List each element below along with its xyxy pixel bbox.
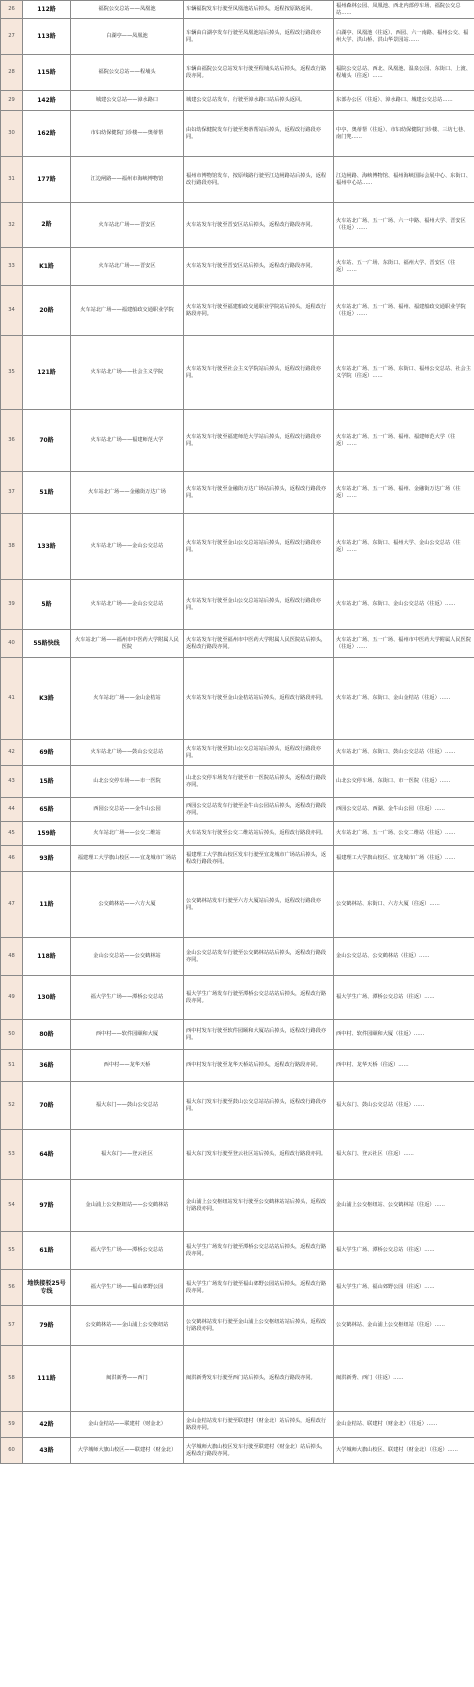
- route-name: 93路: [23, 846, 71, 872]
- route-stops: 火车站北广场、五一广场、福州、福建船政交通职业学院（往返）……: [334, 286, 474, 336]
- route-stops: 火车站北广场、五一广场、福州市中医药大学附属人民医院（往返）……: [334, 630, 474, 658]
- row-number: 26: [1, 1, 23, 19]
- route-stops: 福州森林公园、凤凰池、西北内部停车场、福院公交总站……: [334, 1, 474, 19]
- route-description: 福大东门发车行驶至登云社区站后掉头，返程改行路段亦同。: [184, 1130, 334, 1180]
- route-endpoints: 大学城师大旗山校区——联建村（财金北）: [71, 1438, 184, 1464]
- route-endpoints: 山北公交停车场——市一医院: [71, 766, 184, 798]
- route-endpoints: 西园公交总站——金牛山公园: [71, 798, 184, 822]
- route-stops: 福大学生广场、福山郊野公园（往返）……: [334, 1270, 474, 1306]
- route-name: 133路: [23, 514, 71, 580]
- table-row: [1, 846, 474, 872]
- route-name: 142路: [23, 91, 71, 111]
- route-description: 闽洪新秀发车行驶至西门站后掉头，返程改行路段亦同。: [184, 1346, 334, 1412]
- route-name: 42路: [23, 1412, 71, 1438]
- table-row: [1, 1180, 474, 1232]
- row-number: 57: [1, 1306, 23, 1346]
- route-description: 车辆由福院公交总站发车行驶至程埔头站后掉头，返程改行路段亦同。: [184, 55, 334, 91]
- route-endpoints: 火车站北广场——公交二维站: [71, 822, 184, 846]
- table-row: [1, 1412, 474, 1438]
- route-stops: 山北公交停车场、东街口、市一医院（往返）……: [334, 766, 474, 798]
- route-endpoints: 西中村——龙华天桥: [71, 1050, 184, 1082]
- table-row: [1, 203, 474, 248]
- table-row: [1, 111, 474, 157]
- table-row: [1, 286, 474, 336]
- row-number: 50: [1, 1020, 23, 1050]
- route-name: K1路: [23, 248, 71, 286]
- route-description: 火车站发车行驶至鼓山公交总站站后掉头，返程改行路段亦同。: [184, 740, 334, 766]
- route-name: 61路: [23, 1232, 71, 1270]
- route-stops: 中亭、奥蒂帮（往返）、市妇幼保健院门诊楼、三坊七巷、南门兜……: [334, 111, 474, 157]
- route-description: 金山浦上公交枢纽站发车行驶至公交鹤林站站后掉头，返程改行路段亦同。: [184, 1180, 334, 1232]
- route-stops: 江边闸路、海峡博物馆、福州海峡国际会展中心、东街口、福州中心站……: [334, 157, 474, 203]
- row-number: 27: [1, 19, 23, 55]
- table-row: [1, 472, 474, 514]
- table-row: [1, 514, 474, 580]
- row-number: 39: [1, 580, 23, 630]
- route-name: 112路: [23, 1, 71, 19]
- route-stops: 西中村、软件园颐和大厦（往返）……: [334, 1020, 474, 1050]
- route-endpoints: 福大东门——鼓山公交总站: [71, 1082, 184, 1130]
- table-row: [1, 938, 474, 976]
- row-number: 47: [1, 872, 23, 938]
- route-endpoints: 金山金桔站——联建村（财金北）: [71, 1412, 184, 1438]
- route-description: 火车站发车行驶至晋安区站后掉头，返程改行路段亦同。: [184, 248, 334, 286]
- route-name: 20路: [23, 286, 71, 336]
- route-stops: 东部办公区（往返）、漳水路口、城建公交总站……: [334, 91, 474, 111]
- route-endpoints: 火车站北广场——鼓山公交总站: [71, 740, 184, 766]
- row-number: 56: [1, 1270, 23, 1306]
- table-row: [1, 1050, 474, 1082]
- row-number: 38: [1, 514, 23, 580]
- row-number: 30: [1, 111, 23, 157]
- table-row: [1, 580, 474, 630]
- table-row: [1, 798, 474, 822]
- route-description: 公交鹤林站发车行驶至金山浦上公交枢纽站站后掉头，返程改行路段亦同。: [184, 1306, 334, 1346]
- route-stops: 福大学生广场、潭桥公交总站（往返）……: [334, 976, 474, 1020]
- row-number: 36: [1, 410, 23, 472]
- row-number: 32: [1, 203, 23, 248]
- route-name: 113路: [23, 19, 71, 55]
- route-description: 福建理工大学旗山校区发车行驶至宜龙城市广场站后掉头，返程改行路段亦同。: [184, 846, 334, 872]
- route-name: 55路快线: [23, 630, 71, 658]
- row-number: 51: [1, 1050, 23, 1082]
- route-endpoints: 福院公交总站——凤凰池: [71, 1, 184, 19]
- table-row: [1, 1020, 474, 1050]
- route-name: 162路: [23, 111, 71, 157]
- route-endpoints: 西中村——软件园颐和大厦: [71, 1020, 184, 1050]
- route-name: 115路: [23, 55, 71, 91]
- table-row: [1, 157, 474, 203]
- route-endpoints: 火车站北广场——社会主义学院: [71, 336, 184, 410]
- route-name: 118路: [23, 938, 71, 976]
- route-endpoints: 金山浦上公交枢纽站——公交鹤林站: [71, 1180, 184, 1232]
- row-number: 31: [1, 157, 23, 203]
- route-name: 80路: [23, 1020, 71, 1050]
- route-endpoints: 福建理工大学旗山校区——宜龙城市广场站: [71, 846, 184, 872]
- route-stops: 福大学生广场、潭桥公交总站（往返）……: [334, 1232, 474, 1270]
- table-row: [1, 55, 474, 91]
- route-name: 65路: [23, 798, 71, 822]
- route-description: 火车站发车行驶至金山公交总站站后掉头，返程改行路段亦同。: [184, 514, 334, 580]
- row-number: 60: [1, 1438, 23, 1464]
- route-endpoints: 金山公交总站——公交鹤林站: [71, 938, 184, 976]
- table-row: [1, 1, 474, 19]
- table-row: [1, 740, 474, 766]
- route-stops: 火车站北广场、五一广场、公交二维站（往返）……: [334, 822, 474, 846]
- route-name: 130路: [23, 976, 71, 1020]
- route-description: 福大东门发车行驶至鼓山公交总站站后掉头，返程改行路段亦同。: [184, 1082, 334, 1130]
- row-number: 53: [1, 1130, 23, 1180]
- route-description: 车辆福院发车行驶至凤凰池站后掉头，返程按原路返回。: [184, 1, 334, 19]
- route-description: 福大学生广场发车行驶至潭桥公交总站站后掉头，返程改行路段亦同。: [184, 976, 334, 1020]
- row-number: 33: [1, 248, 23, 286]
- route-endpoints: 火车站北广场——福建船政交通职业学院: [71, 286, 184, 336]
- route-endpoints: 火车站北广场——晋安区: [71, 203, 184, 248]
- route-stops: 闽洪新秀、西门（往返）……: [334, 1346, 474, 1412]
- row-number: 34: [1, 286, 23, 336]
- table-row: [1, 248, 474, 286]
- route-name: 11路: [23, 872, 71, 938]
- row-number: 40: [1, 630, 23, 658]
- route-name: 111路: [23, 1346, 71, 1412]
- table-row: [1, 872, 474, 938]
- route-stops: 福建理工大学旗山校区、宜龙城市广场（往返）……: [334, 846, 474, 872]
- route-name: 79路: [23, 1306, 71, 1346]
- route-endpoints: 福院公交总站——程埔头: [71, 55, 184, 91]
- route-name: 43路: [23, 1438, 71, 1464]
- route-endpoints: 公交鹤林站——金山浦上公交枢纽站: [71, 1306, 184, 1346]
- row-number: 29: [1, 91, 23, 111]
- route-stops: 西中村、龙华天桥（往返）……: [334, 1050, 474, 1082]
- row-number: 41: [1, 658, 23, 740]
- table-row: [1, 91, 474, 111]
- route-stops: 火车站北广场、五一广场、福州、金融街万达广场（往返）……: [334, 472, 474, 514]
- route-stops: 金山浦上公交枢纽站、公交鹤林站（往返）……: [334, 1180, 474, 1232]
- route-name: 177路: [23, 157, 71, 203]
- route-stops: 火车站北广场、五一广场、六一中路、福州大学、晋安区（往返）……: [334, 203, 474, 248]
- row-number: 37: [1, 472, 23, 514]
- route-endpoints: 火车站北广场——福州市中医药大学附属人民医院: [71, 630, 184, 658]
- route-endpoints: 江边闸路——福州市海峡博物馆: [71, 157, 184, 203]
- row-number: 35: [1, 336, 23, 410]
- table-row: [1, 1270, 474, 1306]
- table-row: [1, 976, 474, 1020]
- route-description: 山北公交停车场发车行驶至市一医院站后掉头，返程改行路段亦同。: [184, 766, 334, 798]
- route-endpoints: 火车站北广场——金融街万达广场: [71, 472, 184, 514]
- route-description: 福大学生广场发车行驶至福山郊野公园站后掉头，返程改行路段亦同。: [184, 1270, 334, 1306]
- route-stops: 金山金桔站、联建村（财金北）（往返）……: [334, 1412, 474, 1438]
- table-row: [1, 658, 474, 740]
- table-row: [1, 1306, 474, 1346]
- table-row: [1, 630, 474, 658]
- route-description: 火车站发车行驶至金山金桔站站后掉头，返程改行路段亦同。: [184, 658, 334, 740]
- route-name: 70路: [23, 410, 71, 472]
- route-stops: 金山公交总站、公交鹤林站（往返）……: [334, 938, 474, 976]
- table-row: [1, 822, 474, 846]
- route-endpoints: 福大东门——登云社区: [71, 1130, 184, 1180]
- route-stops: 西园公交总站、西湖、金牛山公园（往返）……: [334, 798, 474, 822]
- route-name: 5路: [23, 580, 71, 630]
- table-row: [1, 336, 474, 410]
- route-description: 火车站发车行驶至金山公交总站站后掉头，返程改行路段亦同。: [184, 580, 334, 630]
- route-description: 火车站发车行驶至社会主义学院站后掉头，返程改行路段亦同。: [184, 336, 334, 410]
- route-endpoints: 火车站北广场——金山公交总站: [71, 514, 184, 580]
- route-description: 西中村发车行驶至龙华天桥站后掉头，返程改行路段亦同。: [184, 1050, 334, 1082]
- route-name: 159路: [23, 822, 71, 846]
- table-row: [1, 1346, 474, 1412]
- route-stops: 公交鹤林站、金山浦上公交枢纽站（往返）……: [334, 1306, 474, 1346]
- route-endpoints: 福大学生广场——福山郊野公园: [71, 1270, 184, 1306]
- route-endpoints: 白湖亭——凤凰池: [71, 19, 184, 55]
- route-stops: 大学城师大旗山校区、联建村（财金北）（往返）……: [334, 1438, 474, 1464]
- row-number: 55: [1, 1232, 23, 1270]
- row-number: 44: [1, 798, 23, 822]
- route-name: 地铁接驳25号专线: [23, 1270, 71, 1306]
- route-stops: 火车站北广场、东街口、福州大学、金山公交总站（往返）……: [334, 514, 474, 580]
- route-description: 大学城师大旗山校区发车行驶至联建村（财金北）站后掉头，返程改行路段亦同。: [184, 1438, 334, 1464]
- table-row: [1, 410, 474, 472]
- row-number: 59: [1, 1412, 23, 1438]
- table-row: [1, 1082, 474, 1130]
- row-number: 49: [1, 976, 23, 1020]
- table-row: [1, 1130, 474, 1180]
- route-endpoints: 火车站北广场——金山公交总站: [71, 580, 184, 630]
- route-stops: 火车站北广场、东街口、金山金桔站（往返）……: [334, 658, 474, 740]
- row-number: 28: [1, 55, 23, 91]
- route-name: 15路: [23, 766, 71, 798]
- route-endpoints: 火车站北广场——晋安区: [71, 248, 184, 286]
- table-row: [1, 19, 474, 55]
- route-name: 70路: [23, 1082, 71, 1130]
- route-endpoints: 闽洪新秀——西门: [71, 1346, 184, 1412]
- route-description: 金山公交总站发车行驶至公交鹤林站站后掉头，返程改行路段亦同。: [184, 938, 334, 976]
- route-description: 福大学生广场发车行驶至潭桥公交总站站后掉头，返程改行路段亦同。: [184, 1232, 334, 1270]
- table-row: [1, 1232, 474, 1270]
- route-name: 69路: [23, 740, 71, 766]
- row-number: 45: [1, 822, 23, 846]
- route-description: 火车站发车行驶至福建师范大学站后掉头，返程改行路段亦同。: [184, 410, 334, 472]
- route-description: 公交鹤林站发车行驶至六方大厦站后掉头，返程改行路段亦同。: [184, 872, 334, 938]
- route-description: 金山金桔站发车行驶至联建村（财金北）站后掉头，返程改行路段亦同。: [184, 1412, 334, 1438]
- route-name: 51路: [23, 472, 71, 514]
- row-number: 42: [1, 740, 23, 766]
- route-description: 火车站发车行驶至晋安区站后掉头，返程改行路段亦同。: [184, 203, 334, 248]
- row-number: 43: [1, 766, 23, 798]
- route-description: 西中村发车行驶至软件园颐和大厦站后掉头，返程改行路段亦同。: [184, 1020, 334, 1050]
- route-description: 火车站发车行驶至公交二维站站后掉头，返程改行路段亦同。: [184, 822, 334, 846]
- route-endpoints: 城建公交总站——漳水路口: [71, 91, 184, 111]
- row-number: 54: [1, 1180, 23, 1232]
- row-number: 58: [1, 1346, 23, 1412]
- route-stops: 火车站北广场、五一广场、福州、福建师范大学（往返）……: [334, 410, 474, 472]
- route-stops: 福大东门、鼓山公交总站（往返）……: [334, 1082, 474, 1130]
- route-endpoints: 火车站北广场——金山金桔站: [71, 658, 184, 740]
- route-description: 城建公交总站发车，行驶至漳水路口站后掉头返回。: [184, 91, 334, 111]
- route-stops: 火车站北广场、东街口、金山公交总站（往返）……: [334, 580, 474, 630]
- route-endpoints: 公交鹤林站——六方大厦: [71, 872, 184, 938]
- table-row: [1, 1438, 474, 1464]
- route-stops: 火车站北广场、东街口、鼓山公交总站（往返）……: [334, 740, 474, 766]
- route-description: 西园公交总站发车行驶至金牛山公园站后掉头，返程改行路段亦同。: [184, 798, 334, 822]
- route-endpoints: 福大学生广场——潭桥公交总站: [71, 976, 184, 1020]
- route-description: 福州市博物馆发车，按原线路行驶至江边闸路站后掉头，返程改行路段亦同。: [184, 157, 334, 203]
- route-name: 121路: [23, 336, 71, 410]
- route-stops: 福院公交总站、西北、凤凰池、温泉公园、东街口、上渡、程埔头（往返）……: [334, 55, 474, 91]
- route-stops: 火车站北广场、五一广场、东街口、福州公交总站、社会主义学院（往返）……: [334, 336, 474, 410]
- route-stops: 火车站、五一广场、东街口、福州大学、晋安区（往返）……: [334, 248, 474, 286]
- row-number: 46: [1, 846, 23, 872]
- route-name: 97路: [23, 1180, 71, 1232]
- route-endpoints: 火车站北广场——福建师范大学: [71, 410, 184, 472]
- row-number: 48: [1, 938, 23, 976]
- route-description: 由妇幼保健院发车行驶至奥蒂帮站后掉头，返程改行路段亦同。: [184, 111, 334, 157]
- route-name: K3路: [23, 658, 71, 740]
- route-description: 火车站发车行驶至金融街万达广场站后掉头，返程改行路段亦同。: [184, 472, 334, 514]
- route-stops: 福大东门、登云社区（往返）……: [334, 1130, 474, 1180]
- route-description: 火车站发车行驶至福州市中医药大学附属人民医院站后掉头，返程改行路段亦同。: [184, 630, 334, 658]
- route-name: 64路: [23, 1130, 71, 1180]
- route-description: 车辆由白湖亭发车行驶至凤凰池站后掉头，返程改行路段亦同。: [184, 19, 334, 55]
- row-number: 52: [1, 1082, 23, 1130]
- route-endpoints: 福大学生广场——潭桥公交总站: [71, 1232, 184, 1270]
- route-name: 36路: [23, 1050, 71, 1082]
- route-endpoints: 市妇幼保健院门诊楼——奥蒂帮: [71, 111, 184, 157]
- route-description: 火车站发车行驶至福建船政交通职业学院站后掉头，返程改行路段亦同。: [184, 286, 334, 336]
- route-stops: 公交鹤林站、东街口、六方大厦（往返）……: [334, 872, 474, 938]
- route-stops: 白湖亭、凤凰池（往返）、西园、六一南路、福州公交、福州大学、洪山桥、洪山华景园站……: [334, 19, 474, 55]
- table-row: [1, 766, 474, 798]
- route-name: 2路: [23, 203, 71, 248]
